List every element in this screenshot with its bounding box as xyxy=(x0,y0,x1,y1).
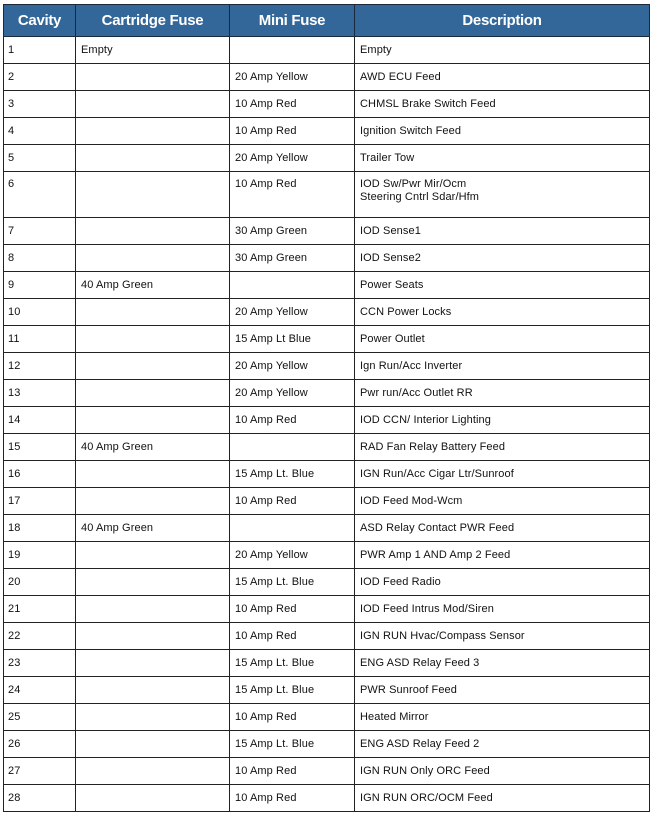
cavity-cell: 27 xyxy=(4,758,76,785)
header-mini-fuse: Mini Fuse xyxy=(230,5,355,37)
cavity-cell: 22 xyxy=(4,623,76,650)
description-cell xyxy=(355,407,650,434)
cavity-cell: 3 xyxy=(4,91,76,118)
description-cell xyxy=(355,569,650,596)
table-row xyxy=(4,731,650,758)
description-cell xyxy=(355,37,650,64)
cavity-cell: 10 xyxy=(4,299,76,326)
cavity-cell: 28 xyxy=(4,785,76,812)
mini-fuse-cell: 10 Amp Red xyxy=(230,91,355,118)
table-row xyxy=(4,488,650,515)
mini-fuse-cell: 10 Amp Red xyxy=(230,704,355,731)
cartridge-fuse-cell xyxy=(76,542,230,569)
cartridge-fuse-cell xyxy=(76,380,230,407)
description-line: IOD Feed Radio xyxy=(360,576,441,588)
description-cell xyxy=(355,731,650,758)
mini-fuse-cell xyxy=(230,515,355,542)
cavity-cell: 20 xyxy=(4,569,76,596)
table-row xyxy=(4,677,650,704)
mini-fuse-cell: 10 Amp Red xyxy=(230,758,355,785)
cavity-cell: 12 xyxy=(4,353,76,380)
description-cell xyxy=(355,64,650,91)
cartridge-fuse-cell xyxy=(76,145,230,172)
description-cell xyxy=(355,245,650,272)
description-line: Trailer Tow xyxy=(360,152,415,164)
table-row xyxy=(4,758,650,785)
description-line: ENG ASD Relay Feed 3 xyxy=(360,657,480,669)
description-line: PWR Amp 1 AND Amp 2 Feed xyxy=(360,549,511,561)
cartridge-fuse-cell xyxy=(76,299,230,326)
description-line: Pwr run/Acc Outlet RR xyxy=(360,387,473,399)
description-line: IOD CCN/ Interior Lighting xyxy=(360,414,491,426)
table-row xyxy=(4,91,650,118)
cavity-cell: 2 xyxy=(4,64,76,91)
mini-fuse-cell: 20 Amp Yellow xyxy=(230,542,355,569)
table-row xyxy=(4,596,650,623)
cartridge-fuse-cell xyxy=(76,650,230,677)
description-cell xyxy=(355,515,650,542)
mini-fuse-cell: 20 Amp Yellow xyxy=(230,145,355,172)
table-row xyxy=(4,272,650,299)
description-line: Ign Run/Acc Inverter xyxy=(360,360,463,372)
description-cell xyxy=(355,650,650,677)
mini-fuse-cell: 10 Amp Red xyxy=(230,488,355,515)
description-cell xyxy=(355,677,650,704)
table-row xyxy=(4,785,650,812)
mini-fuse-cell xyxy=(230,272,355,299)
description-cell xyxy=(355,785,650,812)
cavity-cell: 7 xyxy=(4,218,76,245)
description-cell xyxy=(355,118,650,145)
cavity-cell: 16 xyxy=(4,461,76,488)
mini-fuse-cell: 30 Amp Green xyxy=(230,245,355,272)
cartridge-fuse-cell xyxy=(76,91,230,118)
mini-fuse-cell: 20 Amp Yellow xyxy=(230,64,355,91)
cartridge-fuse-cell xyxy=(76,704,230,731)
cavity-cell: 24 xyxy=(4,677,76,704)
description-line: CCN Power Locks xyxy=(360,306,452,318)
description-cell xyxy=(355,596,650,623)
cartridge-fuse-cell xyxy=(76,623,230,650)
description-line: Heated Mirror xyxy=(360,711,429,723)
cavity-cell: 4 xyxy=(4,118,76,145)
cartridge-fuse-cell xyxy=(76,488,230,515)
cavity-cell: 1 xyxy=(4,37,76,64)
description-line: RAD Fan Relay Battery Feed xyxy=(360,441,506,453)
mini-fuse-cell: 10 Amp Red xyxy=(230,407,355,434)
description-cell xyxy=(355,434,650,461)
table-row xyxy=(4,461,650,488)
description-cell xyxy=(355,380,650,407)
mini-fuse-cell: 15 Amp Lt. Blue xyxy=(230,731,355,758)
description-line: IOD Sense2 xyxy=(360,252,421,264)
description-line: IOD Sense1 xyxy=(360,225,421,237)
table-row xyxy=(4,434,650,461)
cartridge-fuse-cell xyxy=(76,596,230,623)
cartridge-fuse-cell xyxy=(76,461,230,488)
description-line: IOD Sw/Pwr Mir/Ocm xyxy=(360,178,467,190)
description-cell xyxy=(355,172,650,218)
table-row xyxy=(4,704,650,731)
cartridge-fuse-cell xyxy=(76,407,230,434)
cavity-cell: 18 xyxy=(4,515,76,542)
cartridge-fuse-cell xyxy=(76,326,230,353)
description-cell xyxy=(355,623,650,650)
description-line: IOD Feed Mod-Wcm xyxy=(360,495,463,507)
description-line: ASD Relay Contact PWR Feed xyxy=(360,522,515,534)
description-line: IOD Feed Intrus Mod/Siren xyxy=(360,603,494,615)
description-line: Power Seats xyxy=(360,279,424,291)
mini-fuse-cell: 15 Amp Lt Blue xyxy=(230,326,355,353)
table-row xyxy=(4,145,650,172)
cavity-cell: 5 xyxy=(4,145,76,172)
description-line: IGN RUN Hvac/Compass Sensor xyxy=(360,630,525,642)
description-cell xyxy=(355,488,650,515)
cartridge-fuse-cell xyxy=(76,569,230,596)
cartridge-fuse-cell xyxy=(76,731,230,758)
cartridge-fuse-cell xyxy=(76,245,230,272)
table-row xyxy=(4,542,650,569)
header-cavity: Cavity xyxy=(4,5,76,37)
description-cell xyxy=(355,91,650,118)
cartridge-fuse-cell: 40 Amp Green xyxy=(76,272,230,299)
cavity-cell: 9 xyxy=(4,272,76,299)
description-cell xyxy=(355,758,650,785)
mini-fuse-cell: 20 Amp Yellow xyxy=(230,380,355,407)
description-line: AWD ECU Feed xyxy=(360,71,441,83)
description-cell xyxy=(355,299,650,326)
cartridge-fuse-cell: Empty xyxy=(76,37,230,64)
mini-fuse-cell xyxy=(230,37,355,64)
cartridge-fuse-cell xyxy=(76,785,230,812)
cavity-cell: 14 xyxy=(4,407,76,434)
cavity-cell: 17 xyxy=(4,488,76,515)
table-row xyxy=(4,515,650,542)
table-row xyxy=(4,118,650,145)
table-row xyxy=(4,407,650,434)
table-row xyxy=(4,326,650,353)
description-cell xyxy=(355,461,650,488)
description-cell xyxy=(355,704,650,731)
description-cell xyxy=(355,326,650,353)
description-line: CHMSL Brake Switch Feed xyxy=(360,98,496,110)
mini-fuse-cell xyxy=(230,434,355,461)
description-cell xyxy=(355,218,650,245)
description-cell xyxy=(355,542,650,569)
cartridge-fuse-cell: 40 Amp Green xyxy=(76,434,230,461)
description-line: Power Outlet xyxy=(360,333,425,345)
table-row xyxy=(4,650,650,677)
description-cell xyxy=(355,272,650,299)
cavity-cell: 19 xyxy=(4,542,76,569)
cavity-cell: 11 xyxy=(4,326,76,353)
cavity-cell: 8 xyxy=(4,245,76,272)
table-row xyxy=(4,172,650,218)
cartridge-fuse-cell xyxy=(76,218,230,245)
header-cartridge-fuse: Cartridge Fuse xyxy=(76,5,230,37)
mini-fuse-cell: 10 Amp Red xyxy=(230,623,355,650)
description-cell xyxy=(355,353,650,380)
cartridge-fuse-cell xyxy=(76,118,230,145)
mini-fuse-cell: 10 Amp Red xyxy=(230,785,355,812)
cartridge-fuse-cell xyxy=(76,64,230,91)
mini-fuse-cell: 20 Amp Yellow xyxy=(230,353,355,380)
description-line: Empty xyxy=(360,44,392,56)
table-row xyxy=(4,64,650,91)
table-row xyxy=(4,37,650,64)
table-row xyxy=(4,569,650,596)
description-line: Steering Cntrl Sdar/Hfm xyxy=(360,191,480,203)
description-line: ENG ASD Relay Feed 2 xyxy=(360,738,480,750)
mini-fuse-cell: 10 Amp Red xyxy=(230,596,355,623)
mini-fuse-cell: 15 Amp Lt. Blue xyxy=(230,569,355,596)
description-line: Ignition Switch Feed xyxy=(360,125,462,137)
cavity-cell: 13 xyxy=(4,380,76,407)
table-row xyxy=(4,380,650,407)
cartridge-fuse-cell xyxy=(76,353,230,380)
cavity-cell: 6 xyxy=(4,172,76,218)
cartridge-fuse-cell xyxy=(76,758,230,785)
description-line: IGN Run/Acc Cigar Ltr/Sunroof xyxy=(360,468,514,480)
cartridge-fuse-cell: 40 Amp Green xyxy=(76,515,230,542)
description-cell xyxy=(355,145,650,172)
cartridge-fuse-cell xyxy=(76,677,230,704)
mini-fuse-cell: 10 Amp Red xyxy=(230,118,355,145)
mini-fuse-cell: 30 Amp Green xyxy=(230,218,355,245)
table-row xyxy=(4,299,650,326)
description-line: IGN RUN Only ORC Feed xyxy=(360,765,490,777)
mini-fuse-cell: 20 Amp Yellow xyxy=(230,299,355,326)
description-line: IGN RUN ORC/OCM Feed xyxy=(360,792,493,804)
mini-fuse-cell: 15 Amp Lt. Blue xyxy=(230,677,355,704)
fuse-table xyxy=(3,4,650,812)
cavity-cell: 25 xyxy=(4,704,76,731)
mini-fuse-cell: 15 Amp Lt. Blue xyxy=(230,650,355,677)
cavity-cell: 15 xyxy=(4,434,76,461)
mini-fuse-cell: 15 Amp Lt. Blue xyxy=(230,461,355,488)
table-row xyxy=(4,623,650,650)
mini-fuse-cell: 10 Amp Red xyxy=(230,172,355,218)
table-row xyxy=(4,218,650,245)
header-description: Description xyxy=(355,5,650,37)
cavity-cell: 23 xyxy=(4,650,76,677)
cavity-cell: 21 xyxy=(4,596,76,623)
description-line: PWR Sunroof Feed xyxy=(360,684,457,696)
cavity-cell: 26 xyxy=(4,731,76,758)
table-row xyxy=(4,245,650,272)
cartridge-fuse-cell xyxy=(76,172,230,218)
header-row xyxy=(4,5,650,37)
table-row xyxy=(4,353,650,380)
